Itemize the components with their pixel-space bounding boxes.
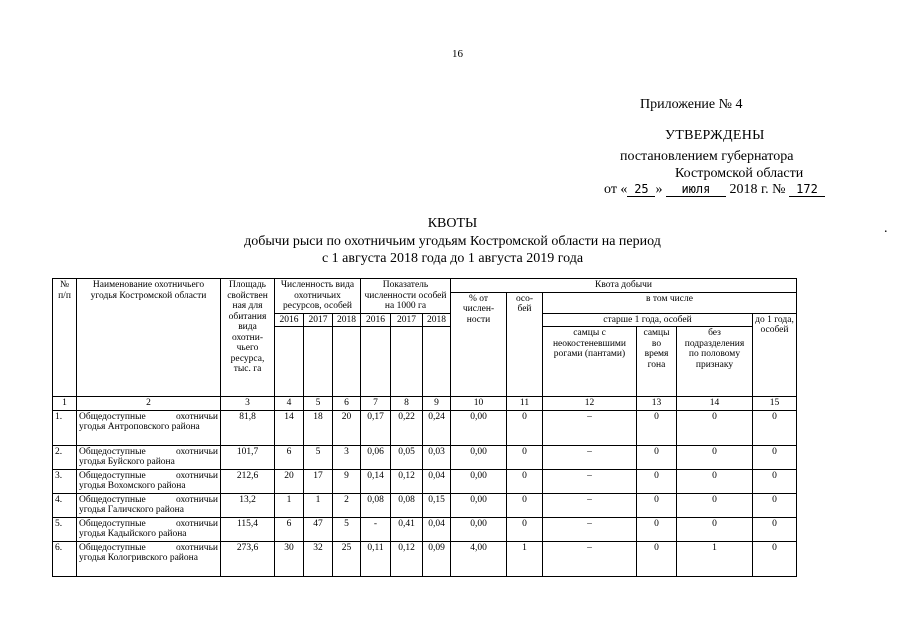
cell-name: Общедоступные охотничьи угодья Кологривского района [77, 541, 221, 576]
header-incl: в том числе [543, 292, 797, 313]
cell-during: 0 [637, 541, 677, 576]
cell-d16: 0,08 [361, 493, 391, 517]
cell-d18: 0,15 [423, 493, 451, 517]
cell-during: 0 [637, 445, 677, 469]
colnum: 10 [451, 397, 507, 411]
cell-nosex: 0 [677, 517, 753, 541]
table-row [53, 517, 797, 541]
document-title: КВОТЫ [427, 216, 478, 231]
cell-n: 2. [53, 445, 77, 469]
cell-under1: 0 [753, 493, 797, 517]
date-month: июля [666, 182, 726, 197]
document-subtitle-2: с 1 августа 2018 года до 1 августа 2019 года [321, 251, 584, 266]
date-day: 25 [627, 182, 655, 197]
decree-line-1: постановлением губернатора [620, 149, 794, 164]
colnum: 11 [507, 397, 543, 411]
header-nosex: без подразделения по половому признаку [677, 327, 753, 397]
header-year-2016-density: 2016 [361, 313, 391, 327]
header-year-2017-density: 2017 [391, 313, 423, 327]
approved-heading: УТВЕРЖДЕНЫ [665, 128, 765, 143]
table-row [53, 493, 797, 517]
cell-under1: 0 [753, 469, 797, 493]
cell-area: 101,7 [221, 445, 275, 469]
cell-pct: 0,00 [451, 517, 507, 541]
colnum: 7 [361, 397, 391, 411]
header-count: Численность вида охотничьих ресурсов, особей [275, 279, 361, 314]
cell-total: 0 [507, 517, 543, 541]
cell-c18: 20 [333, 410, 361, 445]
header-year-2016-count: 2016 [275, 313, 304, 327]
cell-pct: 4,00 [451, 541, 507, 576]
colnum: 4 [275, 397, 304, 411]
scan-dot: . [884, 221, 888, 236]
cell-d17: 0,41 [391, 517, 423, 541]
cell-pct: 0,00 [451, 445, 507, 469]
cell-c16: 14 [275, 410, 304, 445]
cell-nosex: 1 [677, 541, 753, 576]
cell-total: 0 [507, 410, 543, 445]
cell-d17: 0,08 [391, 493, 423, 517]
header-over1: старше 1 года, особей [543, 313, 753, 327]
cell-name: Общедоступные охотничьи угодья Буйского района [77, 445, 221, 469]
cell-name: Общедоступные охотничьи угодья Кадыйского района [77, 517, 221, 541]
cell-pct: 0,00 [451, 410, 507, 445]
page-number: 16 [452, 48, 463, 60]
cell-area: 115,4 [221, 517, 275, 541]
cell-nosex: 0 [677, 445, 753, 469]
cell-nosex: 0 [677, 469, 753, 493]
cell-total: 1 [507, 541, 543, 576]
colnum: 8 [391, 397, 423, 411]
date-mid: » [655, 182, 663, 197]
cell-c18: 25 [333, 541, 361, 576]
cell-c17: 1 [304, 493, 333, 517]
cell-during: 0 [637, 410, 677, 445]
cell-d17: 0,12 [391, 541, 423, 576]
cell-area: 273,6 [221, 541, 275, 576]
cell-total: 0 [507, 445, 543, 469]
colnum: 9 [423, 397, 451, 411]
cell-area: 13,2 [221, 493, 275, 517]
table-row [53, 469, 797, 493]
header-pct: % от числен-ности [451, 292, 507, 397]
cell-c18: 2 [333, 493, 361, 517]
cell-total: 0 [507, 493, 543, 517]
cell-d17: 0,05 [391, 445, 423, 469]
header-quota: Квота добычи [451, 279, 797, 293]
cell-n: 4. [53, 493, 77, 517]
cell-pct: 0,00 [451, 493, 507, 517]
cell-d16: 0,11 [361, 541, 391, 576]
cell-under1: 0 [753, 445, 797, 469]
table-row [53, 410, 797, 445]
colnum: 6 [333, 397, 361, 411]
date-year: 2018 г. № [729, 182, 786, 197]
colnum: 14 [677, 397, 753, 411]
cell-name: Общедоступные охотничьи угодья Антроповского района [77, 410, 221, 445]
header-year-2018-density: 2018 [423, 313, 451, 327]
cell-under1: 0 [753, 517, 797, 541]
cell-d16: - [361, 517, 391, 541]
cell-c18: 3 [333, 445, 361, 469]
cell-nosex: 0 [677, 493, 753, 517]
colnum: 2 [77, 397, 221, 411]
cell-males: – [543, 410, 637, 445]
cell-c17: 47 [304, 517, 333, 541]
header-num: № п/п [53, 279, 77, 397]
cell-pct: 0,00 [451, 469, 507, 493]
cell-c16: 1 [275, 493, 304, 517]
appendix-label: Приложение № 4 [640, 97, 743, 112]
cell-c16: 30 [275, 541, 304, 576]
cell-c18: 5 [333, 517, 361, 541]
cell-d16: 0,17 [361, 410, 391, 445]
column-number-row [53, 397, 797, 411]
date-prefix: от « [604, 182, 628, 197]
cell-during: 0 [637, 517, 677, 541]
cell-name: Общедоступные охотничьи угодья Вохомского района [77, 469, 221, 493]
cell-d17: 0,22 [391, 410, 423, 445]
cell-area: 81,8 [221, 410, 275, 445]
header-area: Площадь свойствен ная для обитания вида охотни-чьего ресурса, тыс. га [221, 279, 275, 397]
decree-number: 172 [789, 182, 825, 197]
header-density: Показатель численности особей на 1000 га [361, 279, 451, 314]
cell-n: 6. [53, 541, 77, 576]
cell-n: 1. [53, 410, 77, 445]
table-row [53, 445, 797, 469]
cell-under1: 0 [753, 410, 797, 445]
cell-c18: 9 [333, 469, 361, 493]
cell-c17: 17 [304, 469, 333, 493]
header-year-2017-count: 2017 [304, 313, 333, 327]
cell-during: 0 [637, 469, 677, 493]
cell-c16: 6 [275, 445, 304, 469]
header-name: Наименование охотничьего угодья Костромской области [77, 279, 221, 397]
colnum: 13 [637, 397, 677, 411]
cell-d18: 0,03 [423, 445, 451, 469]
cell-d16: 0,06 [361, 445, 391, 469]
document-subtitle-1: добычи рыси по охотничьим угодьям Костромской области на период [244, 234, 661, 249]
colnum: 12 [543, 397, 637, 411]
cell-c17: 5 [304, 445, 333, 469]
cell-d18: 0,09 [423, 541, 451, 576]
colnum: 15 [753, 397, 797, 411]
cell-d17: 0,12 [391, 469, 423, 493]
cell-d16: 0,14 [361, 469, 391, 493]
cell-nosex: 0 [677, 410, 753, 445]
header-males: самцы с неокостеневшими рогами (пантами) [543, 327, 637, 397]
quota-table [52, 278, 797, 577]
header-during: самцы во время гона [637, 327, 677, 397]
cell-name: Общедоступные охотничьи угодья Галичского района [77, 493, 221, 517]
cell-n: 5. [53, 517, 77, 541]
cell-males: – [543, 517, 637, 541]
cell-under1: 0 [753, 541, 797, 576]
cell-d18: 0,04 [423, 517, 451, 541]
cell-during: 0 [637, 493, 677, 517]
cell-c16: 6 [275, 517, 304, 541]
table-row [53, 541, 797, 576]
cell-males: – [543, 541, 637, 576]
colnum: 1 [53, 397, 77, 411]
header-year-2018-count: 2018 [333, 313, 361, 327]
cell-area: 212,6 [221, 469, 275, 493]
cell-c17: 18 [304, 410, 333, 445]
cell-males: – [543, 445, 637, 469]
header-under1: до 1 года, особей [753, 313, 797, 397]
cell-d18: 0,24 [423, 410, 451, 445]
cell-c16: 20 [275, 469, 304, 493]
colnum: 3 [221, 397, 275, 411]
cell-males: – [543, 469, 637, 493]
cell-total: 0 [507, 469, 543, 493]
cell-d18: 0,04 [423, 469, 451, 493]
cell-n: 3. [53, 469, 77, 493]
header-total: осо-бей [507, 292, 543, 397]
decree-date-line [604, 182, 825, 198]
decree-line-2: Костромской области [675, 166, 804, 181]
cell-males: – [543, 493, 637, 517]
cell-c17: 32 [304, 541, 333, 576]
colnum: 5 [304, 397, 333, 411]
